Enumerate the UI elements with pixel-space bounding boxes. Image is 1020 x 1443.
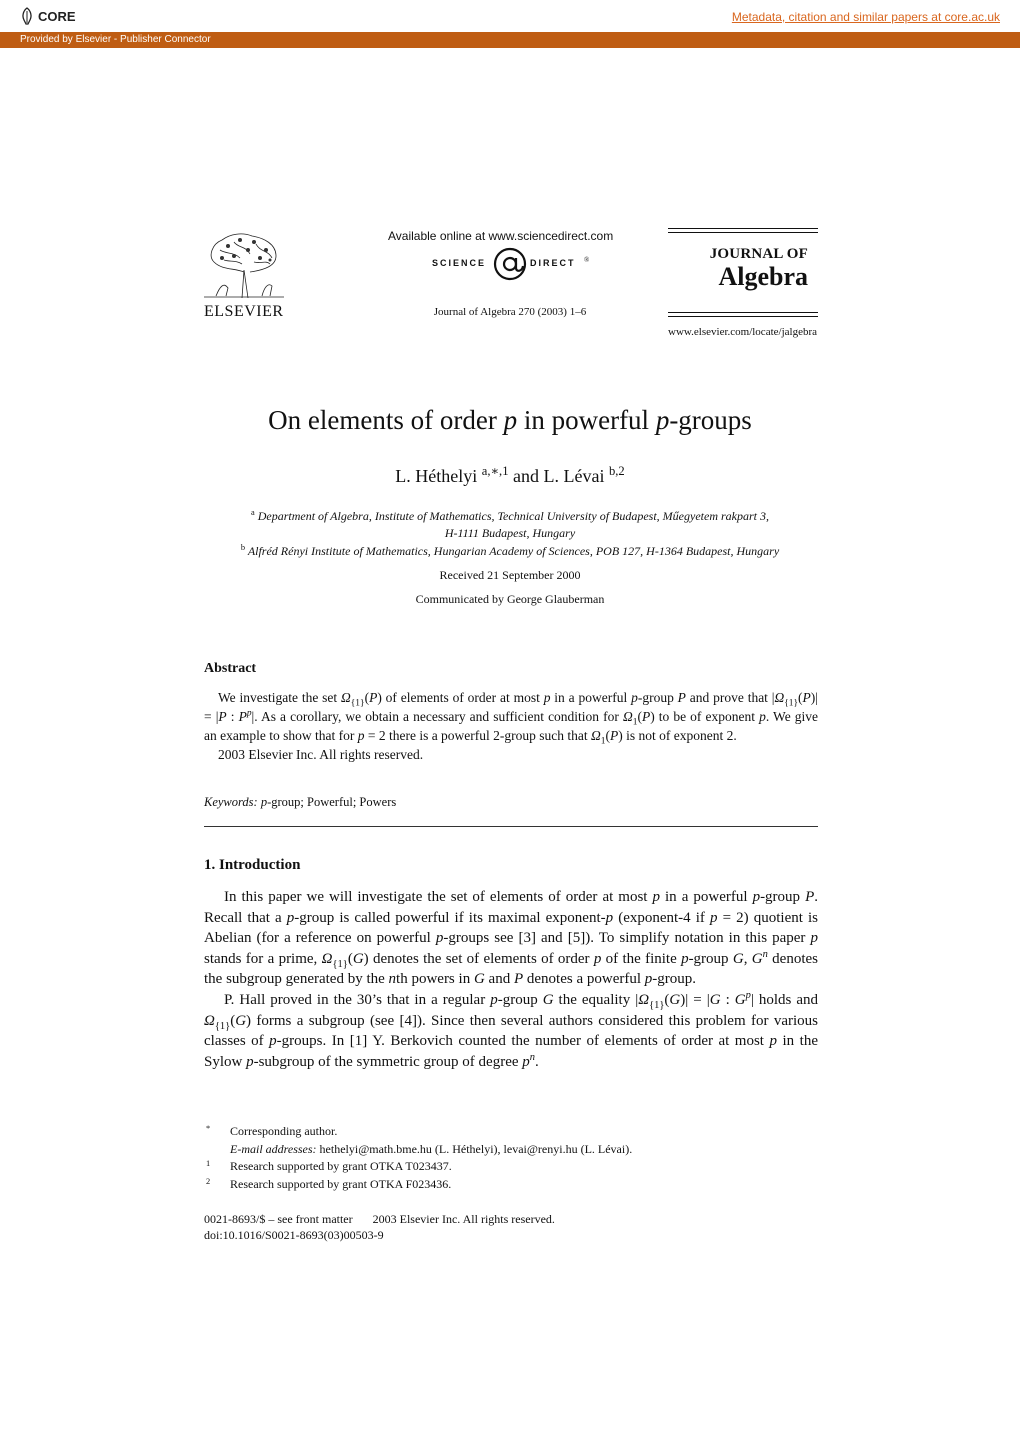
author1-marks: a,∗,1 xyxy=(481,464,509,478)
rule xyxy=(668,232,818,233)
provider-bar xyxy=(0,32,1020,48)
available-online: Available online at www.sciencedirect.com xyxy=(388,229,614,243)
journal-title-box xyxy=(668,228,818,320)
sd-registered: ® xyxy=(584,256,590,264)
email-label: E-mail addresses: xyxy=(230,1141,317,1156)
aff-mark: a xyxy=(251,508,255,517)
author2-marks: b,2 xyxy=(608,464,625,478)
keyword-p: p xyxy=(260,795,268,809)
footnote-star: * Corresponding author. xyxy=(206,1124,338,1138)
fn-text: Research supported by grant OTKA F023436. xyxy=(230,1176,452,1191)
section-divider xyxy=(204,826,818,827)
author-levai: and L. Lévai xyxy=(508,466,609,486)
title-part: p xyxy=(503,405,518,435)
title-part: in powerful xyxy=(517,405,656,435)
section-heading-introduction: 1. Introduction xyxy=(204,857,301,873)
title-part: p xyxy=(655,405,670,435)
paragraph-2: P. Hall proved in the 30’s that in a regular p-group G the equality $|\Omega_{\{1\}}(G)| = |G$ : $G^p|$ holds and $\Omega_{\{1\}}(G)$ forms a subgroup (see [4]). Since then several authors considered this problem for various classes of p-groups. In [1] Y. Berkovich counted the number of elements of order at most p in the Sylow p-subgroup of the symmetric group of degree $p^n$. xyxy=(204,989,819,1070)
core-logo-label: CORE xyxy=(38,8,76,24)
journal-title-line2: Algebra xyxy=(718,262,808,291)
introduction-body xyxy=(204,887,818,1072)
issn: 0021-8693/$ – see front matter xyxy=(204,1212,353,1226)
email-list[interactable]: hethelyi@math.bme.hu (L. Héthelyi), levai@renyi.hu (L. Lévai). xyxy=(319,1141,633,1156)
abstract-copyright: 2003 Elsevier Inc. All rights reserved. xyxy=(218,747,424,762)
keywords-list: -group; Powerful; Powers xyxy=(267,795,397,809)
at-sign-icon xyxy=(492,246,528,282)
aff-a-text: Department of Algebra, Institute of Mathematics, Technical University of Budapest, Műegyetem rakpart 3, xyxy=(257,509,769,523)
provider-text[interactable]: Provided by Elsevier - Publisher Connector xyxy=(20,34,211,45)
bottom-copyright: 2003 Elsevier Inc. All rights reserved. xyxy=(372,1212,555,1226)
received-date: Received 21 September 2000 xyxy=(439,568,581,582)
core-leaf-icon xyxy=(20,7,34,25)
rule xyxy=(668,316,818,317)
author-hethelyi: L. Héthelyi xyxy=(395,466,482,486)
journal-url[interactable]: www.elsevier.com/locate/jalgebra xyxy=(668,326,817,338)
affiliation-a xyxy=(200,509,820,524)
rule xyxy=(668,312,818,313)
footnotes xyxy=(204,1123,818,1193)
footnote-emails xyxy=(204,1141,818,1159)
title-part: On elements of order xyxy=(268,405,504,435)
fn-text: Corresponding author. xyxy=(230,1124,338,1138)
footnote-1: 1 Research supported by grant OTKA T023437. xyxy=(206,1159,452,1174)
doi[interactable]: doi:10.1016/S0021-8693(03)00503-9 xyxy=(204,1228,384,1242)
title-part: -groups xyxy=(669,405,752,435)
elsevier-tree-logo xyxy=(204,230,284,300)
aff-b-text: Alfréd Rényi Institute of Mathematics, Hungarian Academy of Sciences, POB 127, H-1364 Budapest, Hungary xyxy=(247,544,780,558)
front-matter xyxy=(204,1211,555,1243)
elsevier-wordmark: ELSEVIER xyxy=(204,303,284,320)
affiliation-a-city: H-1111 Budapest, Hungary xyxy=(444,526,576,540)
sciencedirect-logo xyxy=(432,246,592,282)
abstract-body: We investigate the set $\Omega_{\{1\}}(P)$ of elements of order at most p in a powerful p-group P and prove that $|\Omega_{\{1\}}(P)| = |P$ : $P^p|$. As a corollary, we obtain a necessary and sufficient condition for $\Omega_1(P)$ to be of exponent p. We give an example to show that for p = 2 there is a powerful 2-group such that $\Omega_1(P)$ is not of exponent 2. 2003 Elsevier Inc. All rights reserved. xyxy=(204,690,819,762)
keywords xyxy=(204,795,396,810)
keywords-label: Keywords: xyxy=(204,795,258,809)
sd-right: DIRECT xyxy=(530,258,576,268)
journal-title-line1: JOURNAL OF xyxy=(709,246,808,262)
sd-left: SCIENCE xyxy=(432,258,487,268)
communicated-by: Communicated by George Glauberman xyxy=(415,592,605,606)
core-metadata-link[interactable]: Metadata, citation and similar papers at core.ac.uk xyxy=(731,10,1000,24)
fn-text: Research supported by grant OTKA T023437. xyxy=(230,1159,452,1174)
footnote-2: 2 Research supported by grant OTKA F023436. xyxy=(206,1176,452,1191)
affiliation-b xyxy=(196,544,824,559)
paragraph-1: In this paper we will investigate the set of elements of order at most p in a powerful p-group P. Recall that a p-group is called powerful if its maximal exponent-p (exponent-4 if p = 2) quotient is Abelian (for a reference on powerful p-groups see [3] and [5]). To simplify notation in this paper p stands for a prime, $\Omega_{\{1\}}(G)$ denotes the set of elements of order p of the finite p-group G, $G^n$ denotes the subgroup generated by the nth powers in G and P denotes a powerful p-group. xyxy=(204,889,818,988)
rule xyxy=(668,228,818,229)
authors xyxy=(0,466,1020,487)
abstract-heading: Abstract xyxy=(204,661,257,676)
aff-mark: b xyxy=(240,543,246,552)
paper-title xyxy=(0,405,1020,436)
core-logo[interactable] xyxy=(20,7,76,25)
journal-reference: Journal of Algebra 270 (2003) 1–6 xyxy=(433,306,587,318)
